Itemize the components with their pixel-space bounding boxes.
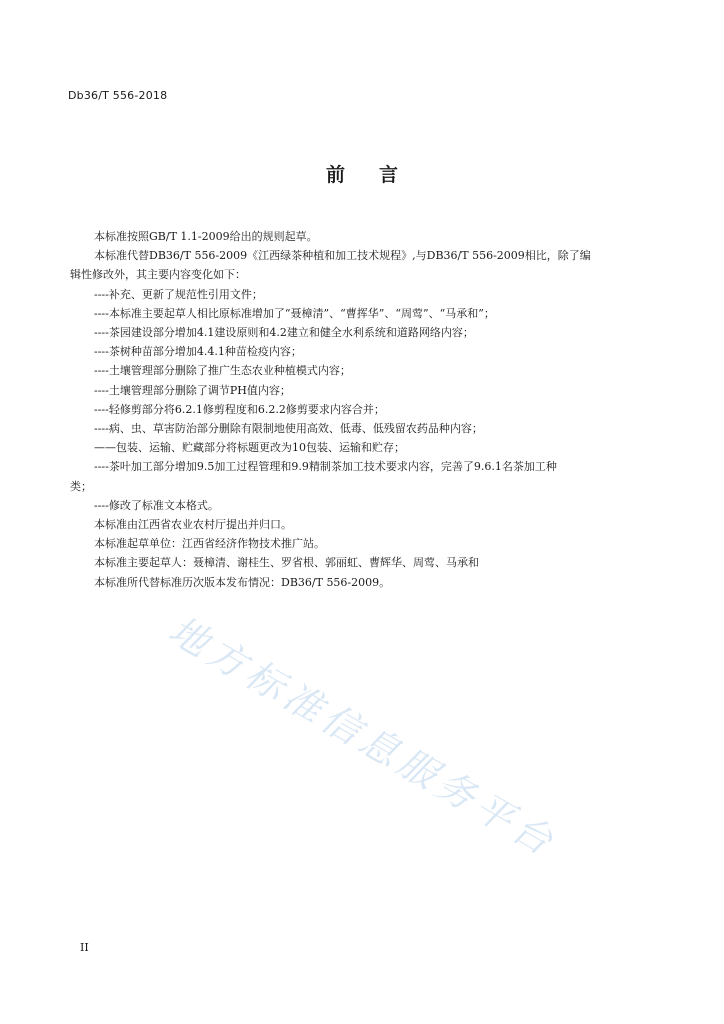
paragraph-line: 本标准所代替标准历次版本发布情况：DB36/T 556-2009。 [94,575,391,589]
list-item-continuation: 类； [70,479,92,493]
paragraph-line: 本标准主要起草人：聂樟清、谢桂生、罗省根、郭丽虹、曹辉华、周莺、马承和 [94,556,479,570]
paragraph-line: 本标准按照GB/T 1.1-2009给出的规则起草。 [94,230,318,243]
standard-code-header: Db36/T 556-2018 [68,89,168,102]
list-item: ----补充、更新了规范性引用文件； [94,287,263,301]
page-title [0,160,724,187]
paragraph-line: 本标准由江西省农业农村厅提出并归口。 [94,518,292,532]
paragraph-line: 本标准代替DB36/T 556-2009《江西绿茶种植和加工技术规程》,与DB36/T 556-2009相比，除了编 [94,249,591,263]
list-item: ----土壤管理部分删除了调节PH值内容； [94,383,291,397]
list-item: ----本标准主要起草人相比原标准增加了“聂樟清”、“曹挥华”、“周莺”、“马承和”； [94,306,495,320]
list-item: ----病、虫、草害防治部分删除有限制地使用高效、低毒、低残留农药品种内容； [94,422,483,436]
list-item: ----茶树种苗部分增加4.4.1种苗检疫内容； [94,345,302,359]
page-number: II [80,941,89,954]
foreword-body [70,227,644,592]
watermark: 地方标准信息服务平台 [161,607,565,866]
paragraph-line: 本标准起草单位：江西省经济作物技术推广站。 [94,537,325,551]
list-item: ----茶园建设部分增加4.1建设原则和4.2建立和健全水利系统和道路网络内容； [94,326,474,340]
title-part-1: 前 [325,164,345,186]
list-item: ----土壤管理部分删除了推广生态农业种植模式内容； [94,364,351,378]
list-item: ——包装、运输、贮藏部分将标题更改为10包装、运输和贮存； [94,441,405,455]
list-item: ----茶叶加工部分增加9.5加工过程管理和9.9精制茶加工技术要求内容，完善了9.6.1名茶加工种 [94,460,557,474]
title-part-2: 言 [379,164,399,186]
list-item: ----轻修剪部分将6.2.1修剪程度和6.2.2修剪要求内容合并； [94,402,385,416]
paragraph-line: 辑性修改外，其主要内容变化如下： [70,268,246,282]
list-item: ----修改了标准文本格式。 [94,498,219,512]
